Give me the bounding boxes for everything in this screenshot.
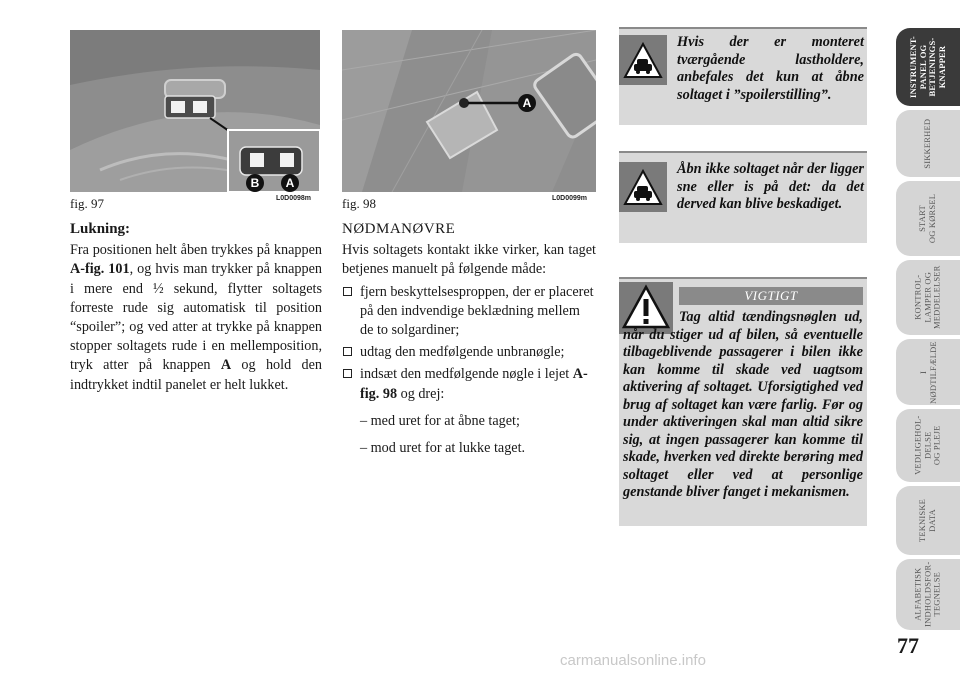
tab-maintenance[interactable] [896,409,960,482]
warning-paragraph: Tag altid tændingsnøglen ud, når du stiger ud af bilen, så eventuelle tilbageblivende passagerer i bilen ikke kan komme til skade ved uagtsom aktivering af soltaget. Uforsigtighed ved brug af soltaget kan være farlig. Før og under aktiveringen skal man altid sikre sig, at ingen passagerer kan komme til skade, hverken ved direkte berøring med soltaget eller ved at personlige genstande bliver fanget i mekanismen. [623,309,863,500]
dash-item: – mod uret for at lukke taget. [360,440,526,457]
figure-reference: A-fig. 101 [70,261,130,278]
list-item [342,365,596,403]
tab-emergency[interactable] [896,339,960,405]
list-item [342,343,596,362]
figure-98-image [342,30,596,192]
tab-label: SIKKERHED [922,118,933,169]
emergency-intro: Hvis soltagets kontakt ikke virker, kan taget betjenes manuelt på følgende måde: [342,242,596,278]
button-reference: A [220,357,232,374]
tab-label: START OG KØRSEL [917,193,937,244]
page-number: 77 [897,633,919,658]
closing-heading: Lukning: [70,221,131,237]
text-part: , og hvis man trykker på knappen i mere end ½ sekund, flytter soltagets forreste rude sig automatisk til position “spoiler”; og ved atter at trykke på knappen stopper soltagets rude i en mellemposition, tryk atter på knappen [70,261,323,374]
tab-label: TEKNISKE DATA [917,498,937,543]
text-part: og hold den indtrykket indtil panelet er helt lukket. [70,357,322,393]
warning-title-bar [679,287,863,305]
figure-98-code: L0D0099m [552,195,588,202]
callout-a [281,174,299,192]
tab-instrument-panel[interactable] [896,28,960,106]
list-item-text: udtag den medfølgende unbranøgle; [360,344,565,361]
tab-warning-lights[interactable] [896,260,960,335]
closing-section [70,220,322,395]
car-warning-icon [619,162,667,212]
callout-b [246,174,264,192]
list-item [342,283,596,341]
note-1-text: Hvis der er monteret tværgående lastholdere, anbefales det kun at åbne soltaget i ”spoilerstilling”. [677,34,864,103]
figure-97-image [70,30,320,192]
callout-a-fig98-letter: A [522,96,532,110]
checkbox-bullet-icon [343,369,352,378]
tab-label: I NØDTILFÆLDE [917,340,937,404]
tab-label: KONTROL- LAMPER OG MEDDELELSER [912,265,942,330]
figure-98-label: fig. 98 [342,196,376,211]
tab-label: ALFABETISK INDHOLDSFOR- TEGNELSE [912,561,942,628]
figure-97-code: L0D0098m [276,195,312,202]
callout-a-letter: A [285,176,295,190]
closing-paragraph [70,241,322,395]
tab-start-driving[interactable] [896,181,960,256]
tab-technical-data[interactable] [896,486,960,555]
emergency-heading: NØDMANØVRE [342,221,456,237]
figure-reference: A-fig. 98 [360,366,588,402]
checkbox-bullet-icon [343,287,352,296]
emergency-steps [342,283,596,404]
tab-index[interactable] [896,559,960,630]
warning-text [623,309,863,502]
emergency-section [342,220,596,458]
car-warning-icon [619,35,667,85]
warning-title: VIGTIGT [744,288,798,303]
note-2-text: Åbn ikke soltaget når der ligger sne eller is på det: da det derved kan blive beskadiget. [677,161,864,212]
figure-97-label: fig. 97 [70,196,104,211]
list-item-text: fjern beskyttelsesproppen, der er placeret på den indvendige beklædning mellem de to solgardiner; [360,283,594,339]
dash-item: – med uret for at åbne taget; [360,412,520,429]
text-part: Fra positionen helt åben trykkes på knappen [70,242,322,259]
list-item-text: indsæt den medfølgende nøgle i lejet [360,366,573,383]
callout-a-fig98 [518,94,536,112]
tab-label: VEDLIGEHOL- DELSE OG PLEJE [912,415,942,476]
list-item-text: og drej: [397,385,445,402]
watermark: carmanualsonline.info [560,652,706,669]
tab-label: INSTRUMENT- PANEL OG BETJENINGS- KNAPPER [908,36,947,98]
checkbox-bullet-icon [343,347,352,356]
tab-safety[interactable] [896,110,960,177]
callout-b-letter: B [250,176,260,190]
